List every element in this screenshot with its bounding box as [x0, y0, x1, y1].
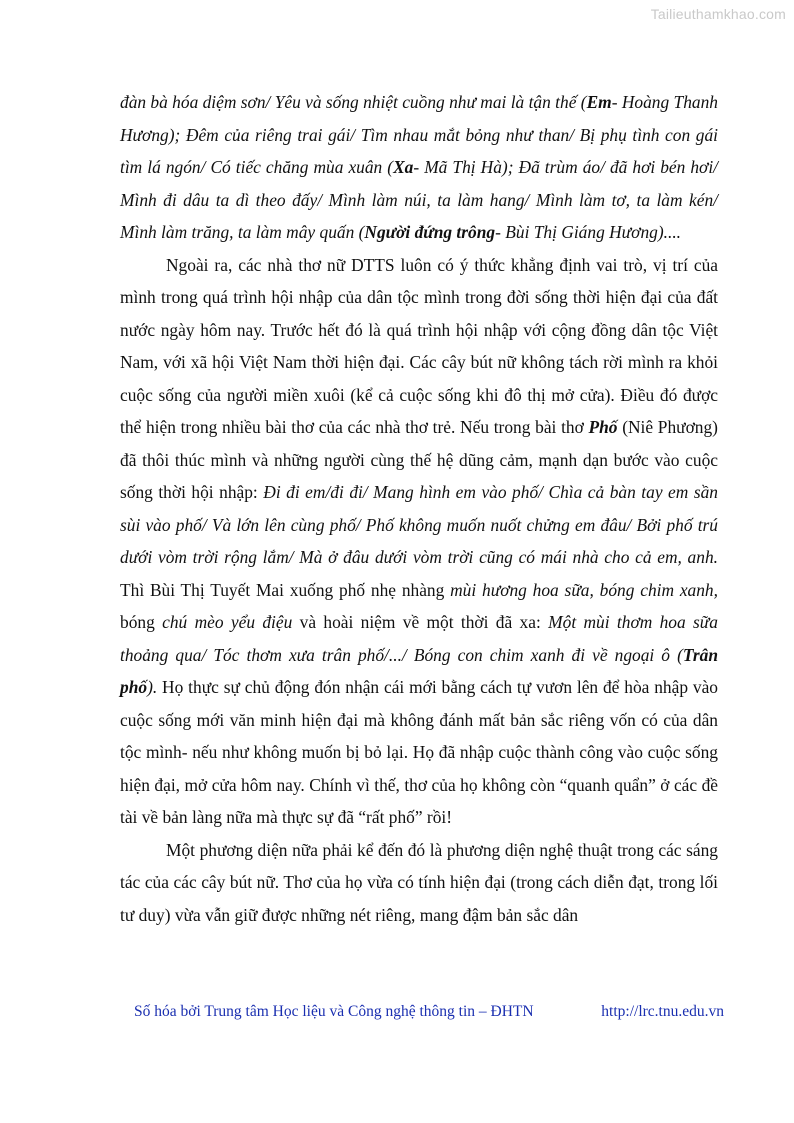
- text-run: - Hoàng Thanh Hương); Đêm của riêng trai gái/ Tìm nhau mắt bỏng như than/ Bị phụ tình con gái tìm lá ngón/ Có tiếc chăng mùa xuân (: [120, 92, 718, 177]
- text-run: - Bùi Thị Giáng Hương)....: [495, 222, 682, 242]
- text-run: Một mùi thơm hoa sữa thoảng qua/ Tóc thơm xưa trân phố/.../ Bóng con chim xanh đi về ngoại ô (: [120, 612, 718, 665]
- text-run: Một phương diện nữa phải kể đến đó là phương diện nghệ thuật trong các sáng tác của các cây bút nữ. Thơ của họ vừa có tính hiện đại (trong cách diễn đạt, trong lối tư duy) vừa vẫn giữ được những nét riêng, mang đậm bản sắc dân: [120, 839, 718, 925]
- paragraph-integration: [120, 249, 718, 834]
- text-run: Ngoài ra, các nhà thơ nữ DTTS luôn có ý thức khẳng định vai trò, vị trí của mình trong quá trình hội nhập của dân tộc mình trong đời sống thời hiện đại của đất nước ngày hôm nay. Trước hết đó là quá trình hội nhập với cộng đồng dân tộc Việt Nam, với xã hội Việt Nam thời hiện đại. Các cây bút nữ không tách rời mình ra khỏi cuộc sống của người miền xuôi (kể cả cuộc sống khi đô thị mở cửa). Điều đó được thể hiện trong nhiều bài thơ của các nhà thơ trẻ. Nếu trong bài thơ: [120, 254, 718, 437]
- paragraph-artistic-aspect: [120, 834, 718, 932]
- text-run: Người đứng trông: [364, 222, 496, 242]
- text-run: (Niê Phương) đã thôi thúc mình và những người cùng thế hệ dũng cảm, mạnh dạn bước vào cuộc sống thời hội nhập:: [120, 417, 718, 502]
- page-footer: [134, 1003, 724, 1021]
- text-run: mùi hương hoa sữa, bóng chim xanh,: [450, 579, 718, 600]
- text-run: Họ thực sự chủ động đón nhận cái mới bằng cách tự vươn lên để hòa nhập vào cuộc sống mới văn minh hiện đại mà không đánh mất bản sắc riêng vốn có của dân tộc mình- nếu như không muốn bị bỏ lại. Họ đã nhập cuộc thành công vào cuộc sống hiện đại, mở cửa hôm nay. Chính vì thế, thơ của họ không còn “quanh quẩn” ở các đề tài về bản làng nữa mà thực sự đã “rất phố” rồi!: [120, 677, 718, 827]
- document-body: [120, 86, 718, 931]
- text-run: - Mã Thị Hà); Đã trùm áo/ đã hơi bén hơi/ Mình đi dâu ta dì theo đấy/ Mình làm núi, ta làm hang/ Mình làm tơ, ta làm kén/ Mình làm trăng, ta làm mây quấn (: [120, 157, 718, 242]
- text-run: Đi đi em/đi đi/ Mang hình em vào phố/ Chìa cả bàn tay em sần sùi vào phố/ Và lớn lên cùng phố/ Phố không muốn nuốt chửng em đâu/ Bởi phố trú dưới vòm trời rộng lắm/ Mà ở đâu dưới vòm trời cũng có mái nhà cho cả em, anh.: [120, 482, 718, 567]
- text-run: Em: [586, 92, 612, 112]
- watermark-text: Tailieuthamkhao.com: [650, 6, 786, 22]
- text-run: ).: [147, 677, 158, 697]
- text-run: chú mèo yểu điệu: [162, 612, 293, 632]
- text-run: Phố: [588, 417, 618, 437]
- text-run: Thì Bùi Thị Tuyết Mai xuống phố nhẹ nhàng: [120, 579, 451, 600]
- text-run: Xa: [393, 157, 414, 177]
- text-run: bóng: [120, 612, 163, 632]
- text-run: Trân phố: [120, 644, 718, 697]
- footer-digitization-credit: Số hóa bởi Trung tâm Học liệu và Công nghệ thông tin – ĐHTN: [134, 1003, 534, 1020]
- footer-website-link[interactable]: http://lrc.tnu.edu.vn: [601, 1003, 724, 1020]
- paragraph-poem-quotes: [120, 86, 718, 249]
- text-run: và hoài niệm về một thời đã xa:: [292, 612, 549, 632]
- text-run: đàn bà hóa diệm sơn/ Yêu và sống nhiệt cuồng như mai là tận thế (: [120, 92, 587, 112]
